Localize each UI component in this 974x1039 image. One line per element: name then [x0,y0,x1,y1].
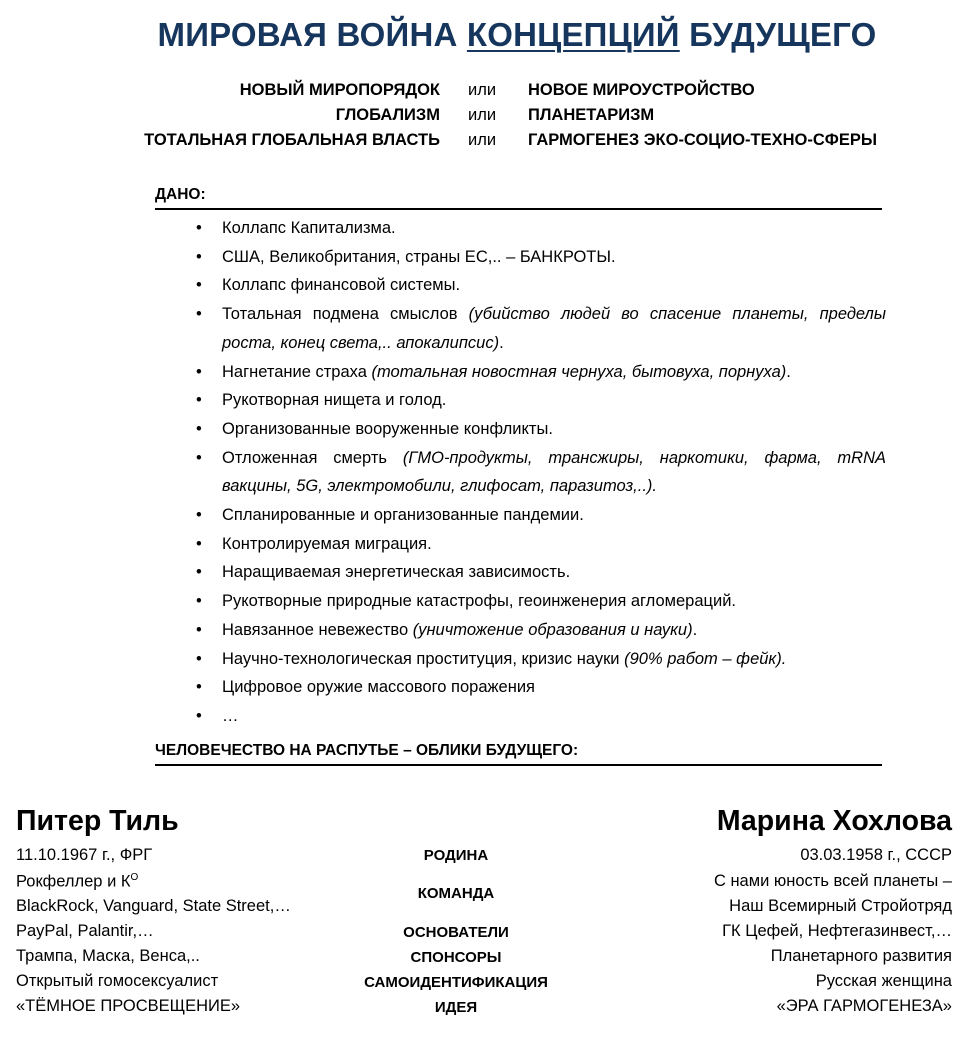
list-item: • Коллапс Капитализма. [196,214,886,243]
left-idea: «ТЁМНОЕ ПРОСВЕЩЕНИЕ» [16,997,241,1015]
right-sponsors: Планетарного развития [770,947,952,965]
title-underlined-word: КОНЦЕПЦИЙ [466,16,680,53]
list-item: • Цифровое оружие массового поражения [196,673,886,702]
list-item: • Спланированные и организованные пандемии. [196,501,886,530]
alternative-row [0,81,974,103]
title-part-1: МИРОВАЯ ВОЙНА [157,16,467,53]
alternative-row [0,131,974,153]
right-homeland: 03.03.1958 г., СССР [800,846,952,864]
list-item: • … [196,702,886,731]
given-heading: ДАНО: [155,186,882,210]
list-item: • Научно-технологическая проституция, кризис науки (90% работ – фейк). [196,645,886,674]
label-homeland: РОДИНА [423,847,489,864]
page-title [0,16,974,54]
alternative-or: или [468,106,497,124]
alternative-left: ГЛОБАЛИЗМ [335,106,440,124]
label-idea: ИДЕЯ [434,999,478,1016]
left-team-line-2: BlackRock, Vanguard, State Street,… [16,897,291,915]
list-item: • Отложенная смерть (ГМО-продукты, трансжиры, наркотики, фарма, mRNA вакцины, 5G, электромобили, глифосат, паразитоз,..). [196,444,886,501]
list-item: • Наращиваемая энергетическая зависимость. [196,558,886,587]
alternative-right: НОВОЕ МИРОУСТРОЙСТВО [528,81,755,99]
alternative-left: ТОТАЛЬНАЯ ГЛОБАЛЬНАЯ ВЛАСТЬ [144,131,440,149]
list-item: • Организованные вооруженные конфликты. [196,415,886,444]
given-list [196,214,886,731]
left-founders: PayPal, Palantir,… [16,922,154,940]
right-identity: Русская женщина [815,972,952,990]
list-item: • Рукотворная нищета и голод. [196,386,886,415]
crossroads-heading: ЧЕЛОВЕЧЕСТВО НА РАСПУТЬЕ – ОБЛИКИ БУДУЩЕГО: [155,742,882,766]
list-item: • Тотальная подмена смыслов (убийство людей во спасение планеты, пределы роста, конец света,.. апокалипсис). [196,300,886,357]
alternative-left: НОВЫЙ МИРОПОРЯДОК [239,81,440,99]
alternative-right: ГАРМОГЕНЕЗ ЭКО-СОЦИО-ТЕХНО-СФЕРЫ [528,131,878,149]
right-idea: «ЭРА ГАРМОГЕНЕЗА» [776,997,952,1015]
right-team-line-1: С нами юность всей планеты – [713,872,952,890]
left-team-line-1: Рокфеллер и $К^О$ [16,872,139,891]
alternative-or: или [468,81,497,99]
list-item: • Навязанное невежество (уничтожение образования и науки). [196,616,886,645]
list-item: • Коллапс финансовой системы. [196,271,886,300]
left-person-name: Питер Тиль [16,805,179,837]
left-sponsors: Трампа, Маска, Венса,.. [16,947,200,965]
right-team-line-2: Наш Всемирный Стройотряд [729,897,952,915]
list-item: • США, Великобритания, страны ЕС,.. – БАНКРОТЫ. [196,243,886,272]
title-part-2: БУДУЩЕГО [679,16,877,53]
list-item: • Рукотворные природные катастрофы, геоинженерия агломераций. [196,587,886,616]
label-identity: САМОИДЕНТИФИКАЦИЯ [364,974,548,991]
alternative-right: ПЛАНЕТАРИЗМ [528,106,655,124]
left-identity: Открытый гомосексуалист [16,972,219,990]
list-item: • Контролируемая миграция. [196,530,886,559]
left-homeland: 11.10.1967 г., ФРГ [16,846,153,864]
right-founders: ГК Цефей, Нефтегазинвест,… [722,922,952,940]
alternative-or: или [468,131,497,149]
list-item: • Нагнетание страха (тотальная новостная чернуха, бытовуха, порнуха). [196,358,886,387]
right-person-name: Марина Хохлова [716,805,952,837]
label-team: КОМАНДА [417,885,495,902]
label-founders: ОСНОВАТЕЛИ [403,924,509,941]
label-sponsors: СПОНСОРЫ [410,949,502,966]
alternative-row [0,106,974,128]
